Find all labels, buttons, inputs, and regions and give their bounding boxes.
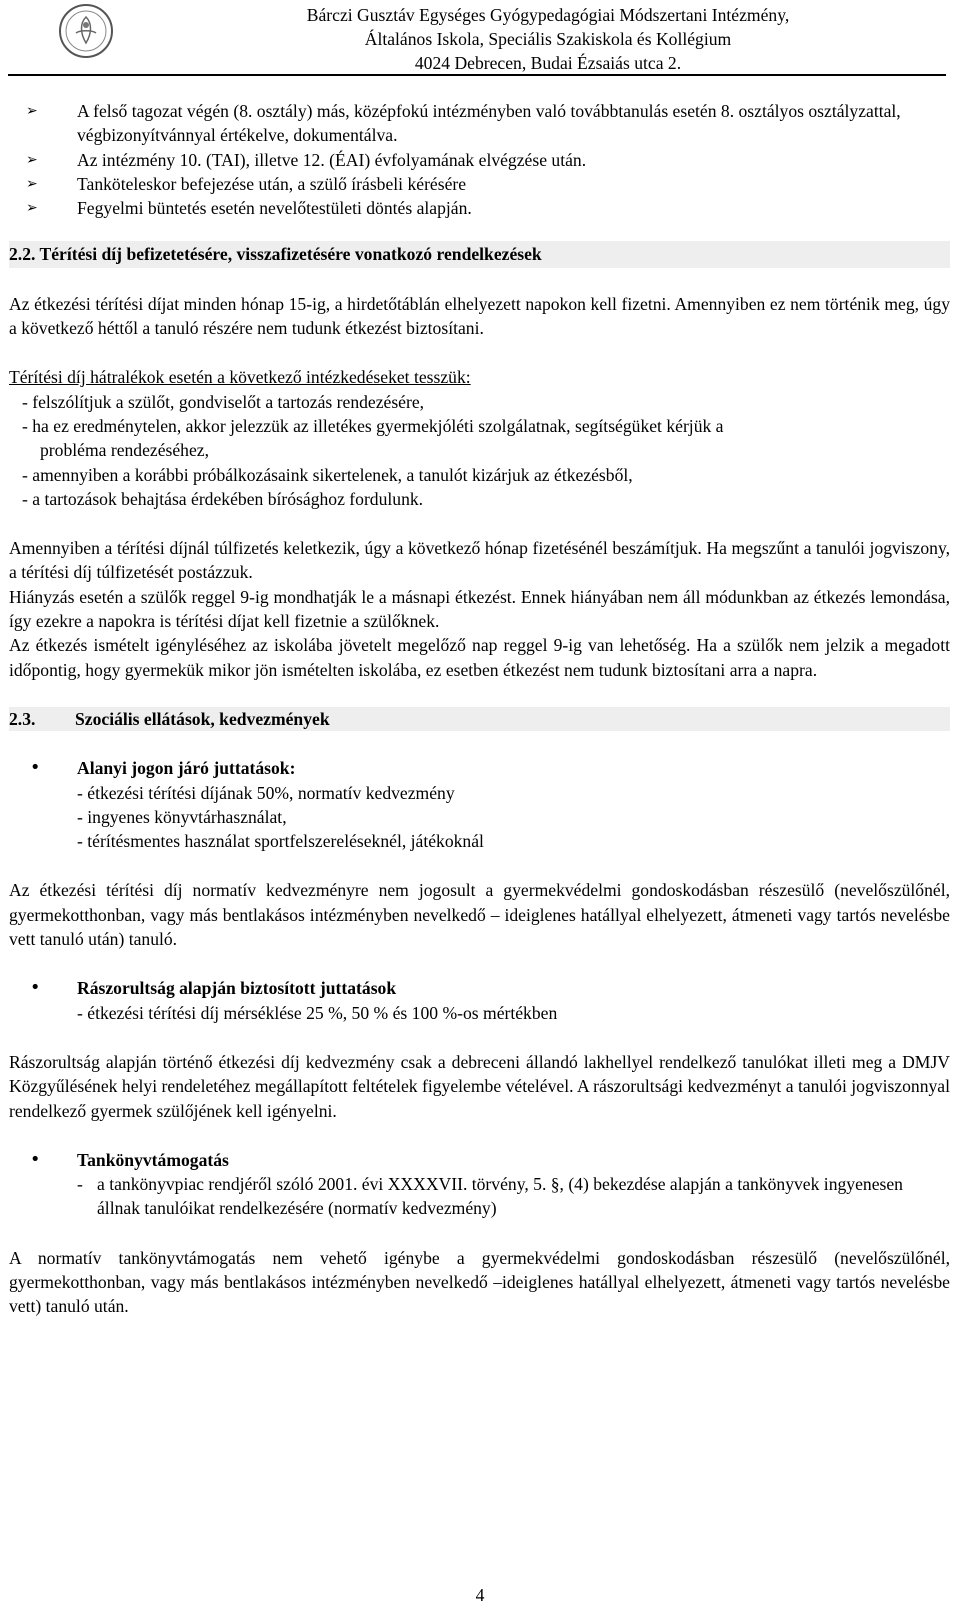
bullet-icon: • — [30, 1149, 41, 1170]
section-number: 2.3. — [9, 708, 36, 729]
header-line-2: Általános Iskola, Speciális Szakiskola és Kollégium — [364, 29, 732, 49]
header-line-1: Bárczi Gusztáv Egységes Gyógypedagógiai Módszertani Intézmény, — [306, 5, 790, 25]
paragraph: Az étkezési térítési díj normatív kedvezményre nem jogosult a gyermekvédelmi gondoskodásban részesülő (nevelőszülőnél, gyermekotthonban, vagy más bentlakásos intézményben nevelkedő – ideiglenes hatállyal elhelyezett, átmeneti vagy tartós nevelésbe vett tanuló után) tanuló. — [9, 880, 950, 950]
bullet-title: Tankönyvtámogatás — [77, 1149, 229, 1170]
arrow-bullet-icon: ➢ — [26, 175, 38, 192]
section-heading-2-3 — [9, 707, 950, 731]
section-title: Szociális ellátások, kedvezmények — [75, 708, 330, 729]
section-heading-2-2: 2.2. Térítési díj befizetetésére, visszafizetésére vonatkozó rendelkezések — [9, 241, 950, 267]
list-item: - a tartozások behajtása érdekében bírósághoz fordulunk. — [22, 488, 424, 509]
paragraph: Amennyiben a térítési díjnál túlfizetés keletkezik, úgy a következő hónap fizetésénél beszámítjuk. Ha megszűnt a tanulói jogviszony, a térítési díj túlfizetését postázzuk. — [9, 538, 950, 583]
dash-marker: - — [77, 1174, 83, 1195]
arrow-bullet-icon: ➢ — [26, 103, 38, 119]
paragraph: Az étkezési térítési díjat minden hónap 15-ig, a hirdetőtáblán elhelyezett napokon kell fizetni. Amennyiben ez nem történik meg, úgy a következő héttől a tanuló részére nem tudunk étkezést biztosítani. — [9, 293, 950, 339]
list-item: - étkezési térítési díj mérséklése 25 %, 50 % és 100 %-os mértékben — [77, 1002, 558, 1023]
arrow-bullet-icon: ➢ — [26, 151, 38, 168]
paragraph: Rászorultság alapján történő étkezési díj kedvezmény csak a debreceni állandó lakhellyel rendelkező tanulókat illeti meg a DMJV Közgyűlésének helyi rendeletéhez megállapított feltételek figyelembe vételével. A rászorultsági kedvezményt a tanulói jogviszonnyal rendelkező gyermek szülőjének kell igényelni. — [9, 1051, 950, 1121]
list-item: - térítésmentes használat sportfelszereléseknél, játékoknál — [77, 831, 484, 852]
list-item: - amennyiben a korábbi próbálkozásaink sikertelenek, a tanulót kizárjuk az étkezésből, — [22, 464, 633, 485]
bullet-icon: • — [30, 758, 41, 779]
arrow-bullet-icon: ➢ — [26, 200, 38, 217]
bullet-title: Rászorultság alapján biztosított juttatások — [77, 978, 397, 999]
paragraph: Az étkezés ismételt igényléséhez az iskolába jövetelt megelőző nap reggel 9-ig van lehetőség. Ha a szülők nem jelzik a megadott időpontig, hogy gyermekük mikor jön ismételten iskolába, ez esetben étkezést nem tudunk biztosítani arra a napra. — [9, 635, 950, 680]
need-based-block — [9, 976, 950, 1025]
page-content — [9, 99, 950, 1319]
paragraph: Hiányzás esetén a szülők reggel 9-ig mondhatják le a másnapi étkezést. Ennek hiányában nem áll módunkban az étkezés lemondása, így ezekre a napokra is térítési díjat kell fizetnie a szülőknek. — [9, 586, 950, 632]
page-number: 4 — [475, 1585, 485, 1605]
list-item: - ingyenes könyvtárhasználat, — [77, 806, 287, 827]
bullet-title: Alanyi jogon járó juttatások: — [77, 758, 296, 779]
institution-address — [168, 3, 928, 75]
list-item: ➢ Az intézmény 10. (TAI), illetve 12. (ÉAI) évfolyamának elvégzése után. — [9, 148, 950, 172]
list-item: - étkezési térítési díjának 50%, normatív kedvezmény — [77, 782, 455, 803]
list-item: - felszólítjuk a szülőt, gondviselőt a tartozás rendezésére, — [22, 391, 425, 412]
institution-logo-icon — [58, 3, 114, 59]
textbook-support-block — [9, 1148, 950, 1221]
bullet-icon: • — [30, 978, 41, 999]
arrears-measures-list — [9, 390, 950, 511]
header-line-3: 4024 Debrecen, Budai Ézsaiás utca 2. — [414, 53, 682, 73]
paragraph: A normatív tankönyvtámogatás nem vehető igénybe a gyermekvédelmi gondoskodásban részesülő (nevelőszülőnél, gyermekotthonban, vagy más bentlakásos intézményben nevelkedő –ideiglenes hatállyal elhelyezett, átmeneti vagy tartós nevelésbe vett) tanuló után. — [9, 1247, 950, 1317]
list-item: - ha ez eredménytelen, akkor jelezzük az illetékes gyermekjóléti szolgálatnak, segítségüket kérjük a — [22, 415, 724, 436]
list-item: - a tankönyvpiac rendjéről szóló 2001. évi XXXXVII. törvény, 5. §, (4) bekezdése alapján a tankönyvek ingyenesen állnak tanulóikat rendelkezésére (normatív kedvezmény) — [77, 1174, 903, 1219]
entitlement-block — [9, 756, 950, 853]
completion-conditions-list — [9, 99, 950, 220]
list-item: probléma rendezéséhez, — [40, 440, 209, 461]
header-divider — [8, 74, 946, 76]
page-header — [0, 0, 960, 82]
arrears-title: Térítési díj hátralékok esetén a következő intézkedéseket tesszük: — [9, 367, 471, 388]
list-item: ➢ Fegyelmi büntetés esetén nevelőtestületi döntés alapján. — [9, 196, 950, 220]
list-item: ➢ A felső tagozat végén (8. osztály) más, középfokú intézményben való továbbtanulás esetén 8. osztályos osztályzattal, végbizonyítvánnyal értékelve, dokumentálva. — [26, 101, 901, 146]
list-item: ➢ Tanköteleskor befejezése után, a szülő írásbeli kérésére — [9, 172, 950, 196]
